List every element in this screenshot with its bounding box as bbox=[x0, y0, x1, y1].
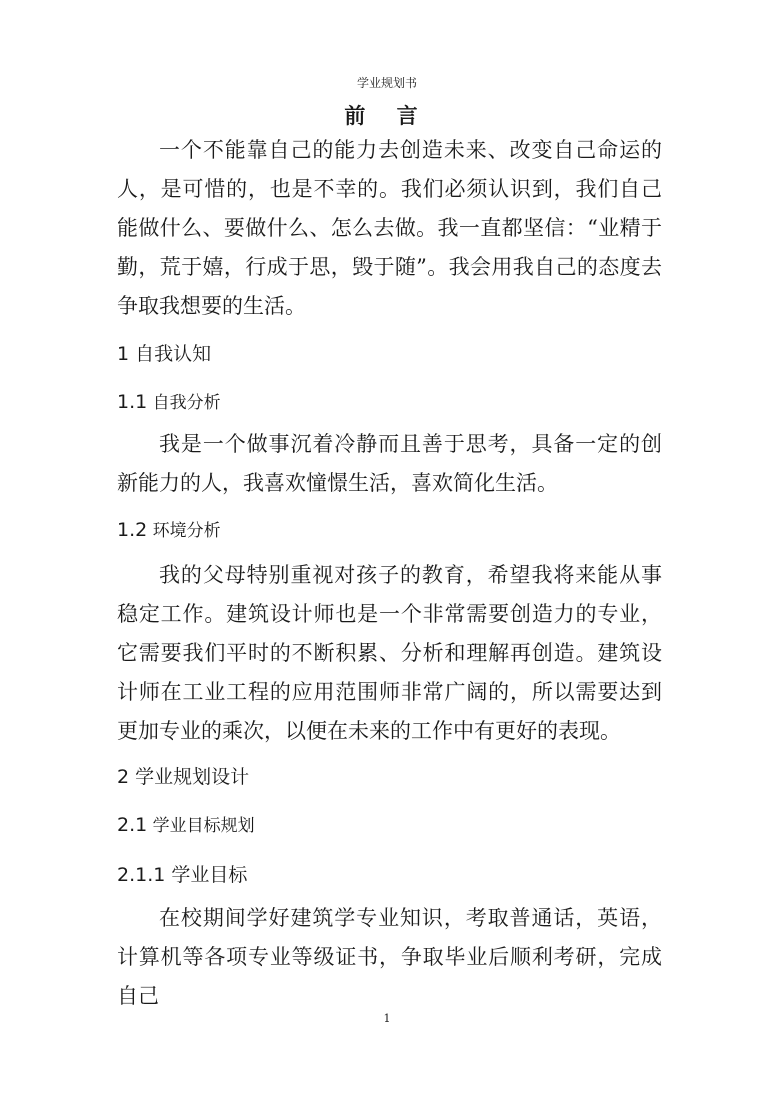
section-2-1-title: 学业目标规划 bbox=[152, 816, 255, 836]
self-analysis-paragraph: 我是一个做事沉着冷静而且善于思考，具备一定的创新能力的人，我喜欢憧憬生活，喜欢简化生活。 bbox=[117, 432, 662, 495]
preface-paragraph: 一个不能靠自己的能力去创造未来、改变自己命运的人，是可惜的，也是不幸的。我们必须认识到，我们自己能做什么、要做什么、怎么去做。我一直都坚信：“业精于勤，荒于嬉，行成于思，毁于随”。我会用我自己的态度去争取我想要的生活。 bbox=[117, 138, 662, 318]
section-1-2-title: 环境分析 bbox=[152, 521, 221, 541]
running-header: 学业规划书 bbox=[356, 76, 417, 90]
section-1-1-heading bbox=[117, 388, 221, 413]
section-1-2-number: 1.2 bbox=[117, 519, 148, 541]
section-1-heading: 1 自我认知 bbox=[117, 343, 212, 365]
section-2-1-1-heading: 2.1.1 学业目标 bbox=[117, 864, 248, 886]
page-number: 1 bbox=[383, 1012, 391, 1025]
section-2-1-number: 2.1 bbox=[117, 814, 148, 836]
section-1-2-heading bbox=[117, 516, 221, 541]
section-2-1-heading bbox=[117, 811, 255, 836]
academic-goal-paragraph: 在校期间学好建筑学专业知识，考取普通话，英语，计算机等各项专业等级证书，争取毕业后顺利考研，完成自己 bbox=[117, 906, 662, 1008]
page-title: 前 言 bbox=[344, 103, 430, 128]
section-1-1-title: 自我分析 bbox=[152, 393, 221, 413]
environment-analysis-paragraph: 我的父母特别重视对孩子的教育，希望我将来能从事稳定工作。建筑设计师也是一个非常需要创造力的专业，它需要我们平时的不断积累、分析和理解再创造。建筑设计师在工业工程的应用范围师非常广阔的，所以需要达到更加专业的乘次，以便在未来的工作中有更好的表现。 bbox=[117, 563, 662, 743]
section-2-heading: 2 学业规划设计 bbox=[117, 766, 250, 788]
section-1-1-number: 1.1 bbox=[117, 391, 148, 413]
